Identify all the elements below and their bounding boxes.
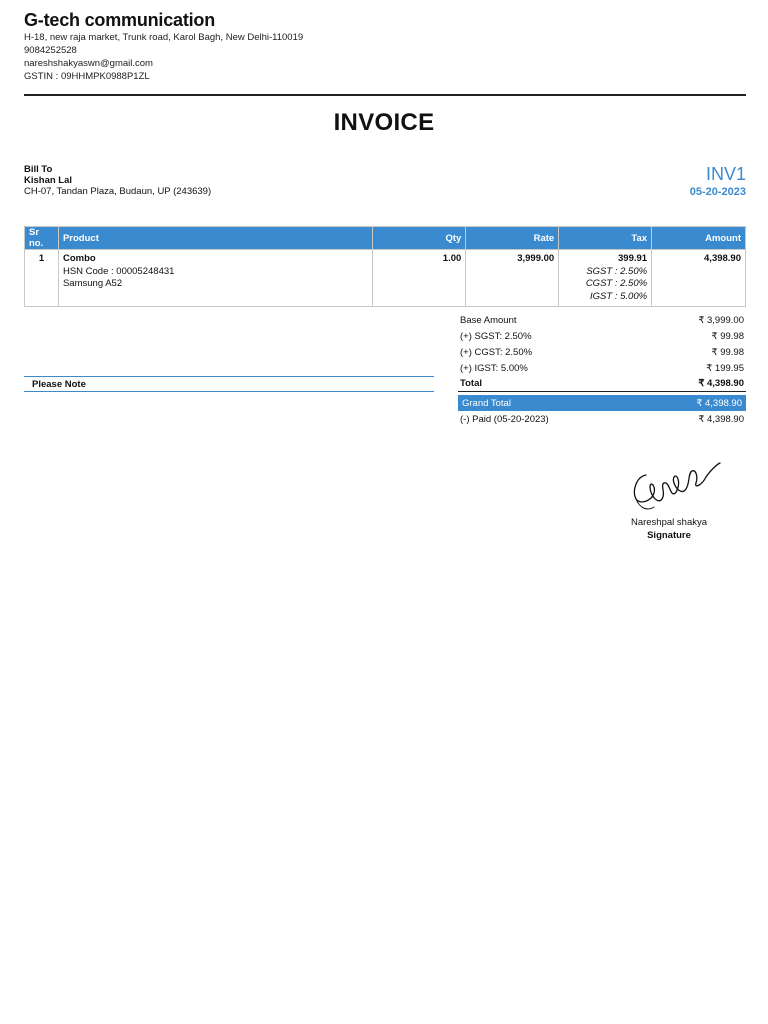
summary-value: ₹ 99.98: [711, 346, 744, 358]
signature-image: [606, 455, 732, 513]
product-description: Samsung A52: [62, 278, 123, 289]
summary-value: ₹ 4,398.90: [698, 378, 744, 389]
summary-row-cgst: [458, 344, 746, 360]
summary-value: ₹ 3,999.00: [698, 314, 744, 326]
company-name: G-tech communication: [24, 10, 216, 30]
invoice-meta: [690, 163, 746, 199]
bill-to-block: [24, 164, 211, 197]
summary-value: ₹ 99.98: [711, 330, 744, 342]
col-header-product: Product: [58, 227, 372, 250]
summary-label: (+) SGST: 2.50%: [460, 330, 532, 342]
signature-block: [606, 455, 732, 542]
signature-label: Signature: [647, 530, 691, 541]
cell-product: [58, 250, 372, 307]
summary-row-grand-total: [458, 395, 746, 411]
invoice-number: INV1: [705, 164, 746, 184]
summary-value: ₹ 4,398.90: [696, 397, 742, 409]
summary-row-base: [458, 312, 746, 328]
summary-label: Grand Total: [462, 397, 511, 409]
summary-row-igst: [458, 360, 746, 376]
tax-cgst: CGST : 2.50%: [585, 278, 648, 289]
summary-label: (+) CGST: 2.50%: [460, 346, 533, 358]
company-address: H-18, new raja market, Trunk road, Karol Bagh, New Delhi-110019: [24, 32, 304, 43]
tax-sgst: SGST : 2.50%: [586, 265, 648, 277]
company-header: [24, 9, 744, 83]
cell-sr: 1: [25, 250, 59, 307]
header-divider: [24, 94, 746, 96]
col-header-rate: Rate: [466, 227, 559, 250]
items-table: [24, 226, 746, 307]
bill-to-label: Bill To: [24, 164, 53, 175]
summary-label: (-) Paid (05-20-2023): [460, 413, 549, 425]
signatory-name: Nareshpal shakya: [630, 517, 708, 528]
company-phone: 9084252528: [24, 45, 77, 56]
summary-row-sgst: [458, 328, 746, 344]
bill-to-name: Kishan Lal: [24, 175, 73, 186]
summary-block: [458, 312, 746, 427]
summary-row-total: [458, 376, 746, 392]
cell-qty: 1.00: [373, 250, 466, 307]
invoice-date: 05-20-2023: [689, 186, 746, 198]
product-name: Combo: [62, 253, 96, 264]
tax-igst: IGST : 5.00%: [590, 290, 648, 302]
summary-label: Base Amount: [460, 314, 517, 326]
company-email: nareshshakyaswn@gmail.com: [24, 58, 153, 69]
please-note-label: Please Note: [32, 379, 86, 390]
tax-total: 399.91: [618, 253, 648, 264]
table-header-row: [25, 227, 746, 250]
cell-tax: [559, 250, 652, 307]
col-header-sr: Sr no.: [25, 227, 59, 250]
summary-label: Total: [460, 378, 482, 389]
product-hsn: HSN Code : 00005248431: [62, 265, 175, 277]
company-gstin: GSTIN : 09HHMPK0988P1ZL: [24, 71, 150, 82]
cell-amount: 4,398.90: [652, 250, 746, 307]
summary-value: ₹ 4,398.90: [698, 413, 744, 425]
col-header-qty: Qty: [373, 227, 466, 250]
col-header-tax: Tax: [559, 227, 652, 250]
summary-value: ₹ 199.95: [706, 362, 744, 374]
table-row: [25, 250, 746, 307]
col-header-amount: Amount: [652, 227, 746, 250]
summary-label: (+) IGST: 5.00%: [460, 362, 528, 374]
summary-row-paid: [458, 411, 746, 427]
invoice-title: INVOICE: [333, 109, 435, 136]
please-note-bar: [24, 376, 434, 392]
cell-rate: 3,999.00: [466, 250, 559, 307]
bill-to-address: CH-07, Tandan Plaza, Budaun, UP (243639): [24, 186, 212, 197]
